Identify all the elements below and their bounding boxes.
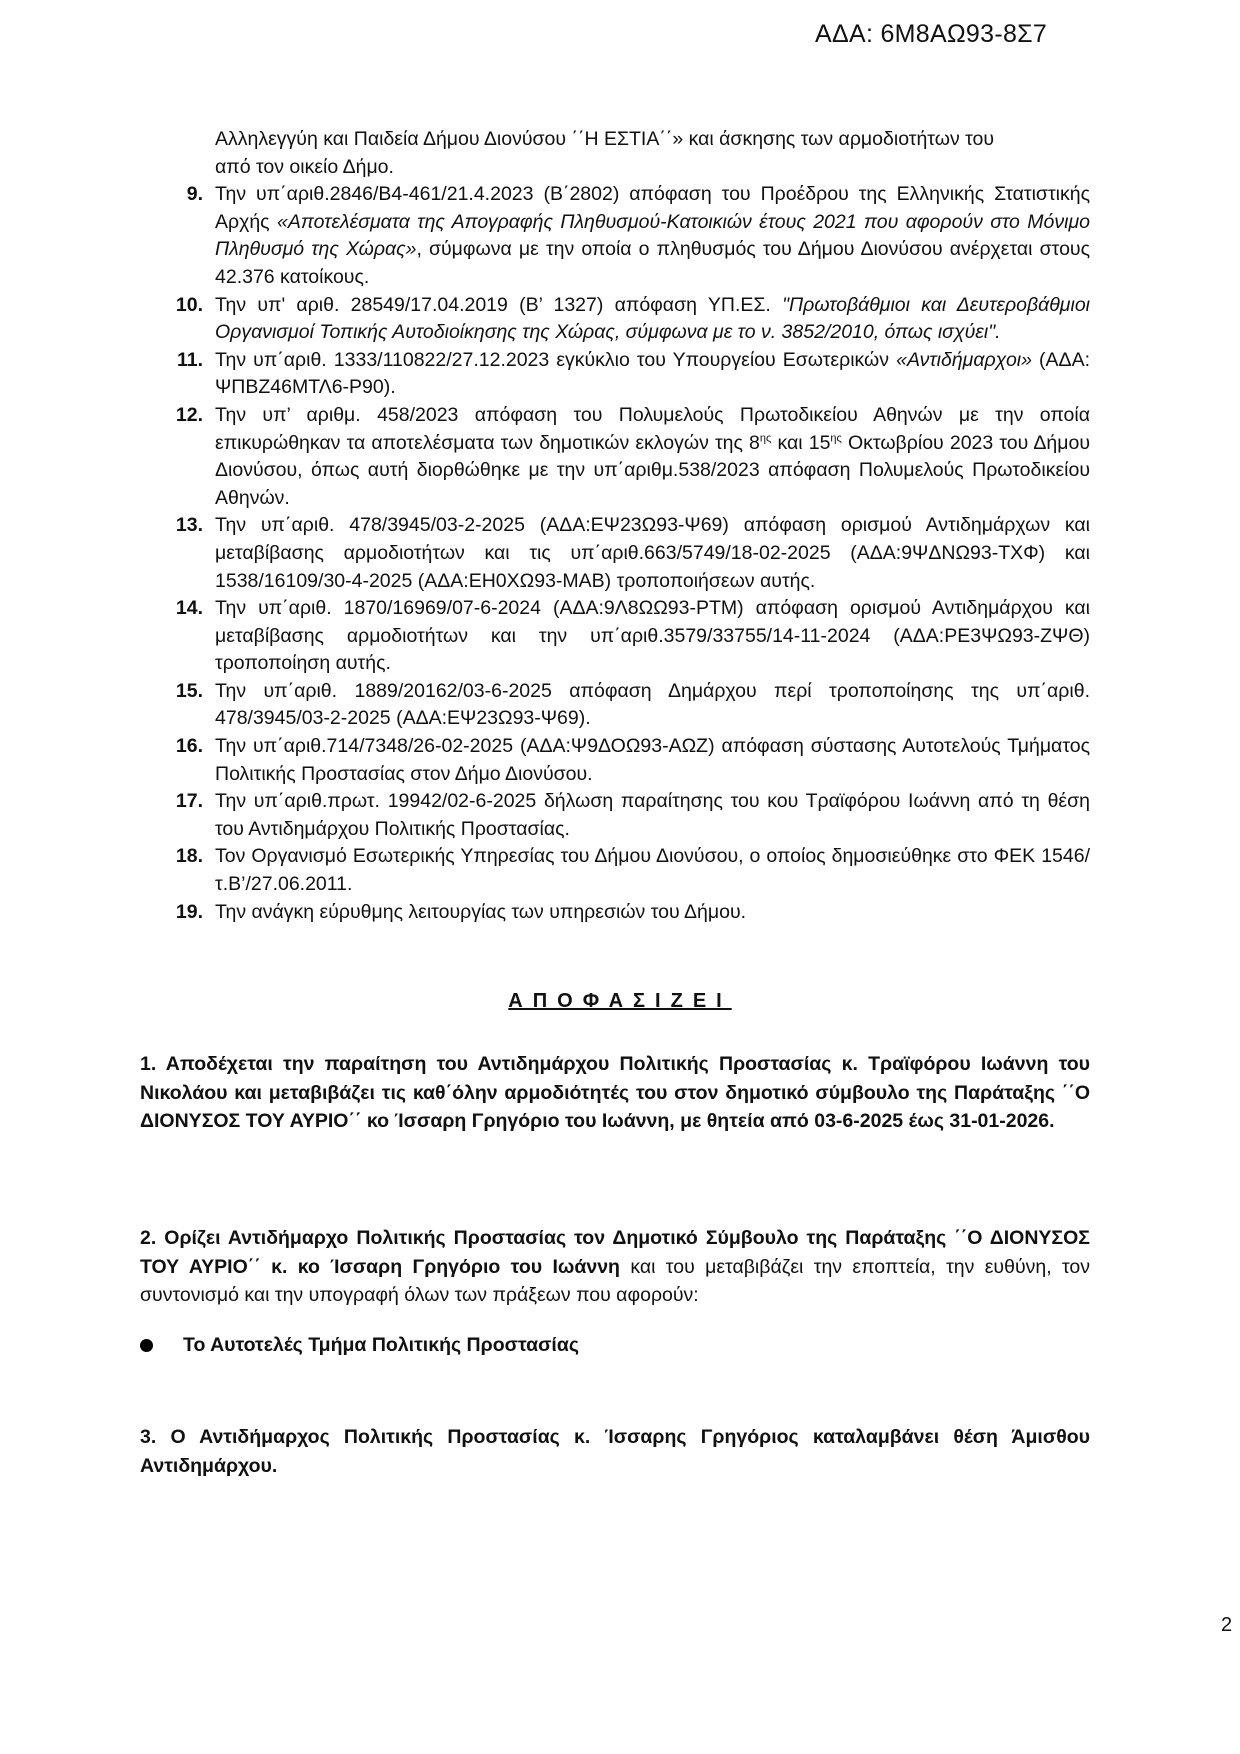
decision-heading: ΑΠΟΦΑΣΙΖΕΙ xyxy=(508,990,732,1012)
bullet-dot-icon xyxy=(140,1339,153,1352)
item-number: 12. xyxy=(175,403,203,426)
item-text: Την υπ' αριθ. 28549/17.04.2019 (Β’ 1327) απόφαση ΥΠ.ΕΣ. "Πρωτοβάθμιοι και Δευτεροβάθμιοι Οργανισμοί Τοπικής Αυτοδιοίκησης της Χώρας, σύμφωνα με το ν. 3852/2010, όπως ισχύει". xyxy=(215,293,1091,344)
list-item xyxy=(150,678,1090,733)
item-text: Την υπ΄αριθ. 1333/110822/27.12.2023 εγκύκλιο του Υπουργείου Εσωτερικών «Αντιδήμαρχοι» (ΑΔΑ: ΨΠΒΖ46ΜΤΛ6-Ρ90). xyxy=(215,348,1090,399)
considerations-list xyxy=(150,126,1090,926)
item-text: Την υπ΄αριθ. 1870/16969/07-6-2024 (ΑΔΑ:9Λ8ΩΩ93-ΡΤΜ) απόφαση ορισμού Αντιδημάρχου και μεταβίβασης αρμοδιοτήτων και την υπ΄αριθ.3579/33755/14-11-2024 (ΑΔΑ:ΡΕ3ΨΩ93-ΖΨΘ) τροποποίηση αυτής. xyxy=(215,597,1090,675)
list-item xyxy=(150,788,1090,843)
item-text: Την ανάγκη εύρυθμης λειτουργίας των υπηρεσιών του Δήμου. xyxy=(215,900,747,923)
list-item xyxy=(150,181,1090,291)
item-number: 13. xyxy=(175,514,203,537)
continued-line-1: Αλληλεγγύη και Παιδεία Δήμου Διονύσου ΄΄Η ΕΣΤΙΑ΄΄» και άσκησης των αρμοδιοτήτων του xyxy=(215,128,995,150)
item-number: 9. xyxy=(186,183,203,206)
item-text: Την υπ΄αριθ.714/7348/26-02-2025 (ΑΔΑ:Ψ9ΔΟΩ93-ΑΩΖ) απόφαση σύστασης Αυτοτελούς Τμήματος Πολιτικής Προστασίας στον Δήμο Διονύσου. xyxy=(215,735,1090,785)
list-item xyxy=(150,512,1090,595)
item-number: 18. xyxy=(175,845,203,868)
list-item xyxy=(150,402,1090,512)
list-item xyxy=(150,347,1090,402)
decision-paragraph-2: 2. Ορίζει Αντιδήμαρχο Πολιτικής Προστασίας τον Δημοτικό Σύμβουλο της Παράταξης ΄΄Ο ΔΙΟΝΥΣΟΣ ΤΟΥ ΑΥΡΙΟ΄΄ κ. κο Ίσσαρη Γρηγόριο του Ιωάννη και του μεταβιβάζει την εποπτεία, την ευθύνη, τον συντονισμό και την υπογραφή όλων των πράξεων που αφορούν: xyxy=(140,1227,1090,1306)
item-text: Την υπ’ αριθμ. 458/2023 απόφαση του Πολυμελούς Πρωτοδικείου Αθηνών με την οποία επικυρώθηκαν τα αποτελέσματα των δημοτικών εκλογών της $8^{\eta\varsigma}$ και $15^{\eta\varsigma}$ Οκτωβρίου 2023 του Δήμου Διονύσου, όπως αυτή διορθώθηκε με την υπ΄αριθμ.538/2023 απόφαση Πολυμελούς Πρωτοδικείου Αθηνών. xyxy=(215,403,1090,509)
item-text: Την υπ΄αριθ. 478/3945/03-2-2025 (ΑΔΑ:ΕΨ23Ω93-Ψ69) απόφαση ορισμού Αντιδημάρχων και μεταβίβασης αρμοδιοτήτων και τις υπ΄αριθ.663/5749/18-02-2025 (ΑΔΑ:9ΨΔΝΩ93-ΤΧΦ) και 1538/16109/30-4-2025 (ΑΔΑ:ΕΗ0ΧΩ93-ΜΑΒ) τροποποιήσεων αυτής. xyxy=(215,514,1090,592)
bullet-item xyxy=(140,1334,579,1357)
item-number: 19. xyxy=(175,900,203,923)
decision-paragraph-3: 3. Ο Αντιδήμαρχος Πολιτικής Προστασίας κ. Ίσσαρης Γρηγόριος καταλαμβάνει θέση Άμισθου Αντιδημάρχου. xyxy=(140,1426,1090,1477)
decision-paragraph-1: 1. Αποδέχεται την παραίτηση του Αντιδημάρχου Πολιτικής Προστασίας κ. Τραϊφόρου Ιωάννη του Νικολάου και μεταβιβάζει τις καθ΄όλην αρμοδιότητές του στον δημοτικό σύμβουλο της Παράταξης ΄΄Ο ΔΙΟΝΥΣΟΣ ΤΟΥ ΑΥΡΙΟ΄΄ κο Ίσσαρη Γρηγόριο του Ιωάννη, με θητεία από 03-6-2025 έως 31-01-2026. xyxy=(140,1053,1090,1132)
item-text: Την υπ΄αριθ.πρωτ. 19942/02-6-2025 δήλωση παραίτησης του κου Τραϊφόρου Ιωάννη από τη θέση του Αντιδημάρχου Πολιτικής Προστασίας. xyxy=(215,790,1090,840)
list-item xyxy=(150,899,1090,927)
item-number: 11. xyxy=(176,348,203,371)
item-number: 15. xyxy=(175,679,203,702)
item-number: 17. xyxy=(175,790,203,813)
continued-line-2: από τον οικείο Δήμο. xyxy=(215,155,394,178)
list-item xyxy=(150,843,1090,898)
list-item xyxy=(150,126,1090,181)
list-item xyxy=(150,733,1090,788)
page-number: 2 xyxy=(1221,1614,1233,1636)
item-text: Την υπ΄αριθ. 1889/20162/03-6-2025 απόφαση Δημάρχου περί τροποποίησης της υπ΄αριθ. 478/3945/03-2-2025 (ΑΔΑ:ΕΨ23Ω93-Ψ69). xyxy=(215,679,1090,730)
item-number: 14. xyxy=(175,597,203,620)
item-text: Την υπ΄αριθ.2846/Β4-461/21.4.2023 (Β΄2802) απόφαση του Προέδρου της Ελληνικής Στατιστικής Αρχής «Αποτελέσματα της Απογραφής Πληθυσμού-Κατοικιών έτους 2021 που αφορούν στο Μόνιμο Πληθυσμό της Χώρας», σύμφωνα με την οποία ο πληθυσμός του Δήμου Διονύσου ανέρχεται στους 42.376 κατοίκους. xyxy=(215,183,1090,288)
ada-code: ΑΔΑ: 6Μ8ΑΩ93-8Σ7 xyxy=(815,20,1048,48)
list-item xyxy=(150,292,1090,347)
item-text: Τον Οργανισμό Εσωτερικής Υπηρεσίας του Δήμου Διονύσου, ο οποίος δημοσιεύθηκε στο ΦΕΚ 1546/τ.Β’/27.06.2011. xyxy=(215,845,1090,896)
list-item xyxy=(150,595,1090,678)
item-number: 16. xyxy=(175,735,203,758)
item-number: 10. xyxy=(175,293,203,316)
bullet-text: Το Αυτοτελές Τμήμα Πολιτικής Προστασίας xyxy=(183,1334,579,1356)
